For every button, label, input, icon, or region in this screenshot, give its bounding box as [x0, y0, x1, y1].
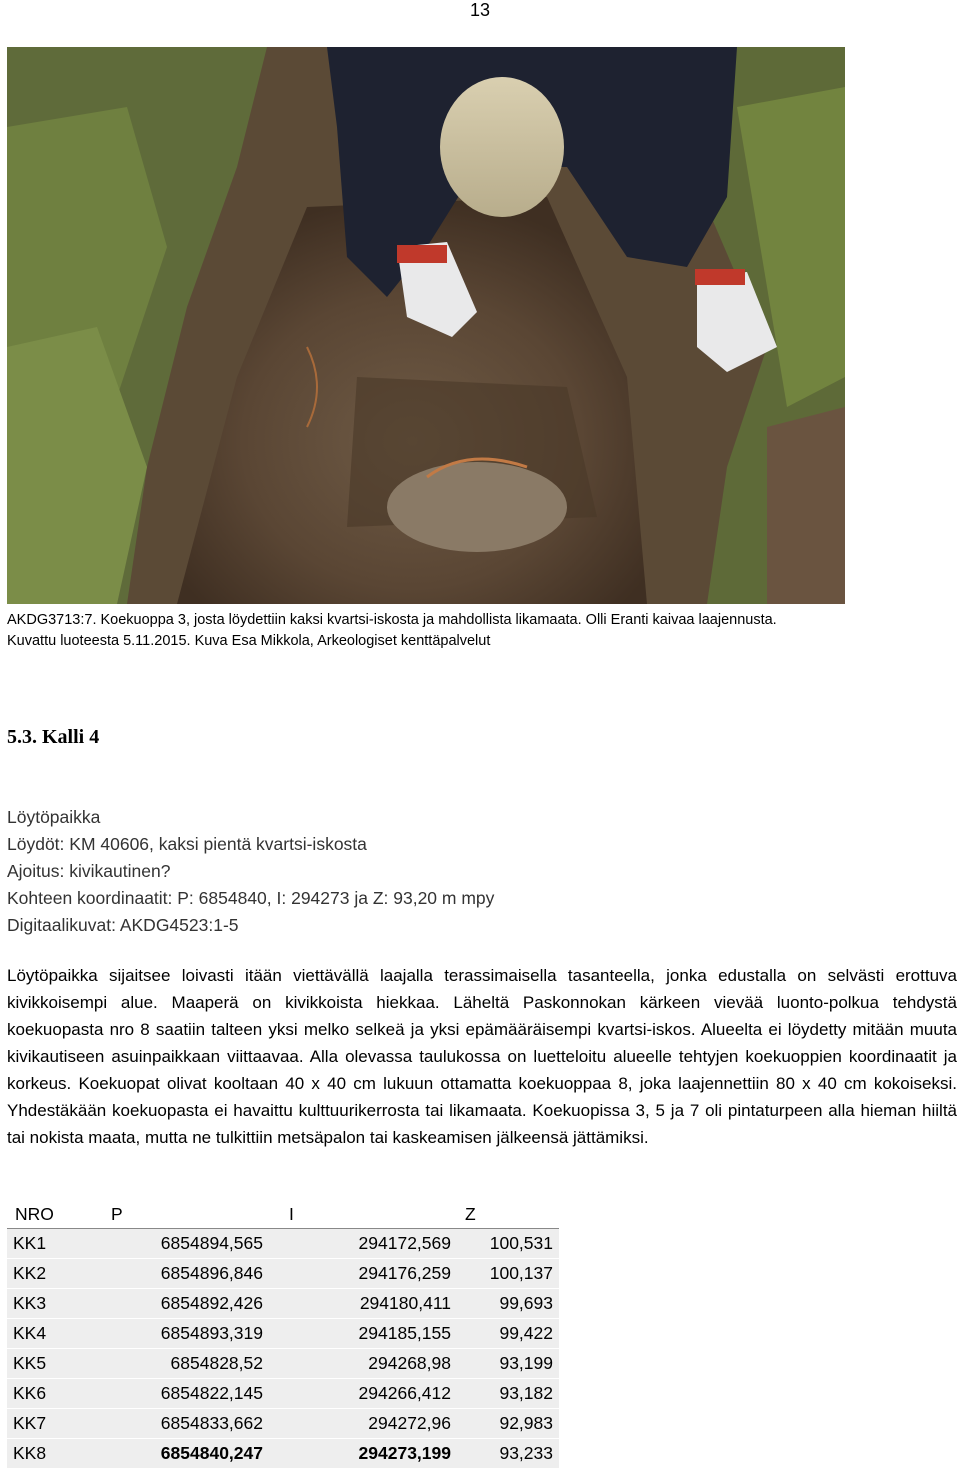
row-i: 294273,199: [269, 1439, 457, 1469]
row-i: 294180,411: [269, 1289, 457, 1319]
row-z: 93,199: [457, 1349, 559, 1379]
row-i: 294172,569: [269, 1229, 457, 1259]
photo-caption: [7, 610, 907, 652]
row-id: KK2: [7, 1259, 103, 1289]
row-p: 6854894,565: [103, 1229, 269, 1259]
header-z: Z: [457, 1200, 559, 1229]
table-row: [7, 1229, 559, 1259]
table-row: [7, 1319, 559, 1349]
page-number: 13: [470, 0, 491, 20]
caption-line-1: AKDG3713:7. Koekuoppa 3, josta löydettiin kaksi kvartsi-iskosta ja mahdollista likamaata. Olli Eranti kaivaa laajennusta.: [7, 612, 777, 628]
section-heading: 5.3. Kalli 4: [7, 726, 100, 748]
header-nro: NRO: [7, 1200, 103, 1229]
row-p: 6854840,247: [103, 1439, 269, 1469]
row-z: 99,693: [457, 1289, 559, 1319]
row-p: 6854892,426: [103, 1289, 269, 1319]
row-p: 6854893,319: [103, 1319, 269, 1349]
info-line: Kohteen koordinaatit: P: 6854840, I: 294273 ja Z: 93,20 m mpy: [7, 888, 495, 908]
table-row: [7, 1259, 559, 1289]
row-i: 294268,98: [269, 1349, 457, 1379]
row-id: KK6: [7, 1379, 103, 1409]
site-description: Löytöpaikka sijaitsee loivasti itään viettävällä laajalla terassimaisella tasanteella, jonka edustalla on selvästi erottuva kivikkoisempi alue. Maaperä on kivikkoista hiekkaa. Läheltä Paskonnokan kärkeen vievää luonto-polkua tehdystä koekuopasta nro 8 saatiin talteen yksi melko selkeä ja yksi epämääräisempi kvartsi-iskos. Alueelta ei löydetty mitään muuta kivikautiseen asuinpaikkaan viittaavaa. Alla olevassa taulukossa on luetteloitu alueelle tehtyjen koekuoppien koordinaatit ja korkeus. Koekuopat olivat kooltaan 40 x 40 cm lukuun ottamatta koekuoppaa 8, joka laajennettiin 80 x 40 cm kokoiseksi. Yhdestäkään koekuopasta ei havaittu kulttuurikerrosta tai likamaata. Koekuopissa 3, 5 ja 7 oli pintaturpeen alla hieman hiiltä tai nokista maata, mutta ne tulkittiin metsäpalon tai kaskeamisen jälkeensä jättämiksi.: [7, 966, 957, 1147]
table-row: [7, 1289, 559, 1319]
excavation-photo: [7, 47, 845, 604]
test-pit-coordinates-table: [7, 1200, 559, 1469]
row-id: KK1: [7, 1229, 103, 1259]
table-row: [7, 1349, 559, 1379]
row-id: KK8: [7, 1439, 103, 1469]
table-row: [7, 1439, 559, 1469]
info-line: Digitaalikuvat: AKDG4523:1-5: [7, 915, 239, 935]
row-i: 294176,259: [269, 1259, 457, 1289]
row-i: 294272,96: [269, 1409, 457, 1439]
row-p: 6854828,52: [103, 1349, 269, 1379]
row-z: 92,983: [457, 1409, 559, 1439]
row-z: 93,233: [457, 1439, 559, 1469]
row-id: KK4: [7, 1319, 103, 1349]
row-z: 93,182: [457, 1379, 559, 1409]
info-line: Löytöpaikka: [7, 807, 101, 827]
table-row: [7, 1379, 559, 1409]
row-z: 100,137: [457, 1259, 559, 1289]
table-header-row: [7, 1200, 559, 1229]
table-row: [7, 1409, 559, 1439]
row-i: 294185,155: [269, 1319, 457, 1349]
caption-line-2: Kuvattu luoteesta 5.11.2015. Kuva Esa Mikkola, Arkeologiset kenttäpalvelut: [7, 633, 491, 649]
header-p: P: [103, 1200, 269, 1229]
row-id: KK7: [7, 1409, 103, 1439]
row-id: KK3: [7, 1289, 103, 1319]
site-info: [7, 804, 494, 939]
row-id: KK5: [7, 1349, 103, 1379]
row-z: 99,422: [457, 1319, 559, 1349]
row-p: 6854896,846: [103, 1259, 269, 1289]
row-p: 6854822,145: [103, 1379, 269, 1409]
row-i: 294266,412: [269, 1379, 457, 1409]
info-line: Löydöt: KM 40606, kaksi pientä kvartsi-iskosta: [7, 834, 367, 854]
row-z: 100,531: [457, 1229, 559, 1259]
header-i: I: [269, 1200, 457, 1229]
info-line: Ajoitus: kivikautinen?: [7, 861, 171, 881]
row-p: 6854833,662: [103, 1409, 269, 1439]
